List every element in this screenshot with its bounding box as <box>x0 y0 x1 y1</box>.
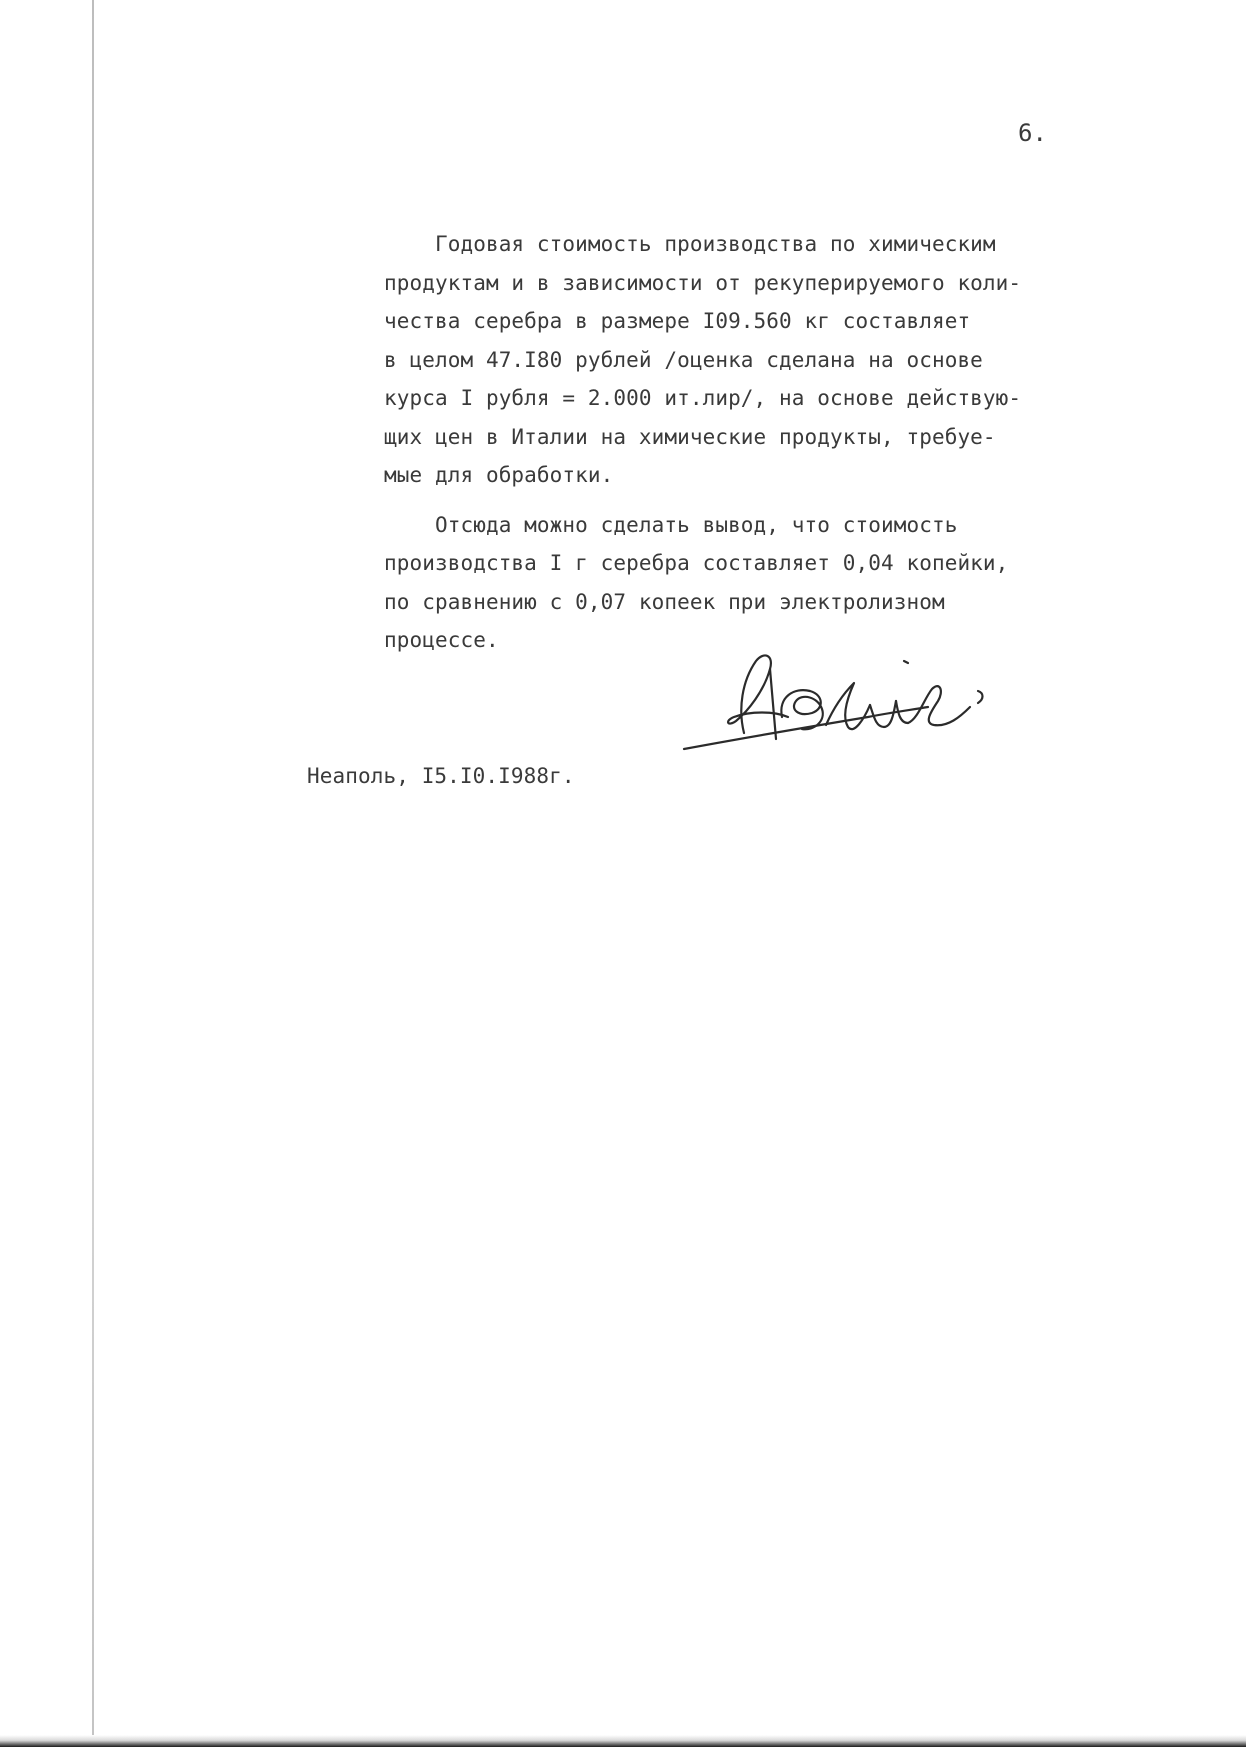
scan-edge-left <box>92 0 94 1747</box>
body-text <box>384 225 1184 660</box>
text-line: Годовая стоимость производства по химическим <box>384 232 996 256</box>
page-number: 6. <box>1018 119 1048 147</box>
paragraph-cost-estimate <box>384 225 1184 495</box>
text-line: курса I рубля = 2.000 ит.лир/, на основе действую- <box>384 386 1022 410</box>
text-line: Отсюда можно сделать вывод, что стоимость <box>384 512 958 537</box>
scan-edge-bottom <box>0 1735 1246 1747</box>
text-line: мые для обработки. <box>384 463 614 487</box>
text-line: чества серебра в размере I09.560 кг составляет <box>384 309 971 333</box>
paragraph-spacer <box>384 495 1184 506</box>
text-line: процессе. <box>384 628 499 652</box>
handwritten-signature-icon <box>678 647 1018 759</box>
text-line: по сравнению с 0,07 копеек при электролизном <box>384 589 945 614</box>
place-date: Неаполь, I5.I0.I988г. <box>307 764 575 788</box>
text-line: производства I г серебра составляет 0,04 копейки, <box>384 551 1009 575</box>
paragraph-conclusion <box>384 506 1184 660</box>
text-line: в целом 47.I80 рублей /оценка сделана на основе <box>384 347 983 372</box>
text-line: продуктам и в зависимости от рекуперируемого коли- <box>384 270 1022 295</box>
text-line: щих цен в Италии на химические продукты, требуе- <box>384 424 996 449</box>
